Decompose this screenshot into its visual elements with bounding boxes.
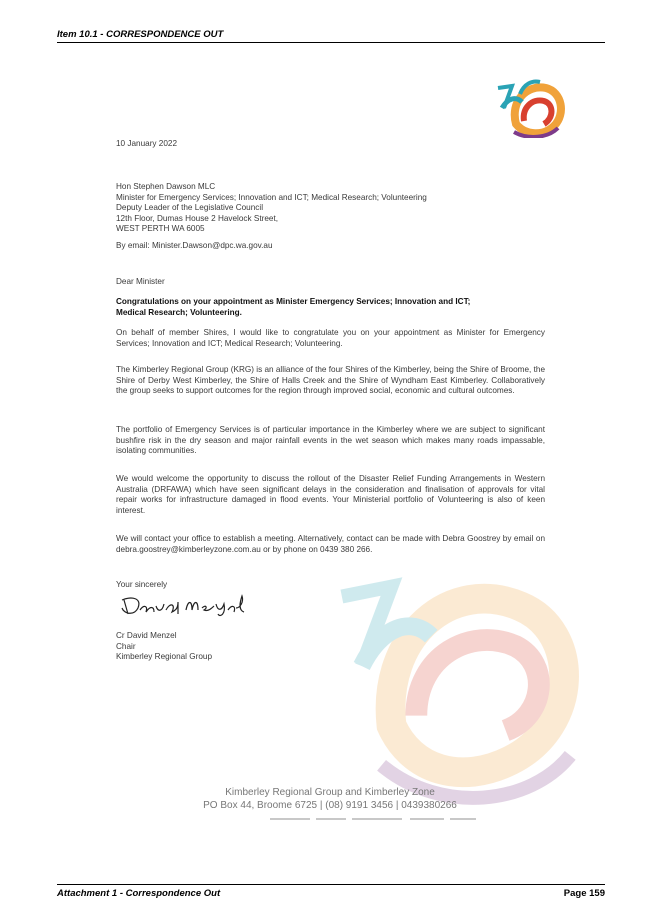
- recipient-address-line1: 12th Floor, Dumas House 2 Havelock Street,: [116, 213, 279, 223]
- letter-date: 10 January 2022: [116, 139, 177, 148]
- paragraph-5: We will contact your office to establish a meeting. Alternatively, contact can be made with Debra Goostrey by email on debra.goostrey@kimberleyzone.com.au or by phone on 0439 380 266.: [116, 534, 545, 554]
- page-number: Page 159: [563, 888, 605, 899]
- page-header-label: Item 10.1 - CORRESPONDENCE OUT: [57, 29, 224, 40]
- recipient-address-line2: WEST PERTH WA 6005: [116, 224, 205, 234]
- recipient-title: Minister for Emergency Services; Innovation and ICT; Medical Research; Volunteering: [116, 192, 427, 202]
- recipient-block: [116, 182, 545, 235]
- subject-heading: [116, 297, 545, 318]
- paragraph-2: The Kimberley Regional Group (KRG) is an alliance of the four Shires of the Kimberley, being the Shire of Broome, the Shire of Derby West Kimberley, the Shire of Halls Creek and the Shire of Wyndham East Kimberley. Collaboratively the group seeks to support outcomes for the region through improved social, economic and cultural outcomes.: [116, 365, 545, 396]
- paragraph-1: On behalf of member Shires, I would like to congratulate you on your appointment as Minister for Emergency Services; Innovation and ICT; Medical Research; Volunteering.: [116, 328, 545, 348]
- email-line: By email: Minister.Dawson@dpc.wa.gov.au: [116, 241, 273, 250]
- page-footer: [57, 884, 605, 899]
- salutation: Dear Minister: [116, 277, 165, 286]
- recipient-name: Hon Stephen Dawson MLC: [116, 182, 216, 191]
- cropped-footer-text: [270, 817, 480, 821]
- handwritten-signature: [118, 588, 248, 620]
- paragraph-3: The portfolio of Emergency Services is of particular importance in the Kimberley where we are subject to significant bushfire risk in the dry season and major rainfall events in the wet season which makes many roads impassable, isolating communities.: [116, 425, 545, 456]
- signatory-block: [116, 631, 545, 663]
- closing: Your sincerely: [116, 580, 168, 589]
- signatory-role: Chair: [116, 641, 136, 651]
- paragraph-4: We would welcome the opportunity to discuss the rollout of the Disaster Relief Funding Arrangements in Western Australia (DRFAWA) which have seen significant delays in the consideration and finalisation of approvals for vital repair works for infrastructure damaged in flood events. Your Ministerial portfolio of Volunteering is also of keen interest.: [116, 474, 545, 515]
- subject-line-1: Congratulations on your appointment as Minister Emergency Services; Innovation and ICT;: [116, 297, 471, 306]
- letterhead-footer-contact: PO Box 44, Broome 6725 | (08) 9191 3456 | 0439380266: [203, 800, 457, 811]
- krg-logo: [496, 74, 568, 138]
- recipient-role: Deputy Leader of the Legislative Council: [116, 203, 264, 213]
- signatory-org: Kimberley Regional Group: [116, 652, 213, 662]
- signatory-name: Cr David Menzel: [116, 631, 177, 640]
- letterhead-footer-org: Kimberley Regional Group and Kimberley Zone: [225, 787, 435, 798]
- page-footer-attachment: Attachment 1 - Correspondence Out: [57, 888, 221, 899]
- krg-watermark-logo: [322, 516, 600, 816]
- page-header: [57, 29, 605, 43]
- subject-line-2: Medical Research; Volunteering.: [116, 307, 242, 317]
